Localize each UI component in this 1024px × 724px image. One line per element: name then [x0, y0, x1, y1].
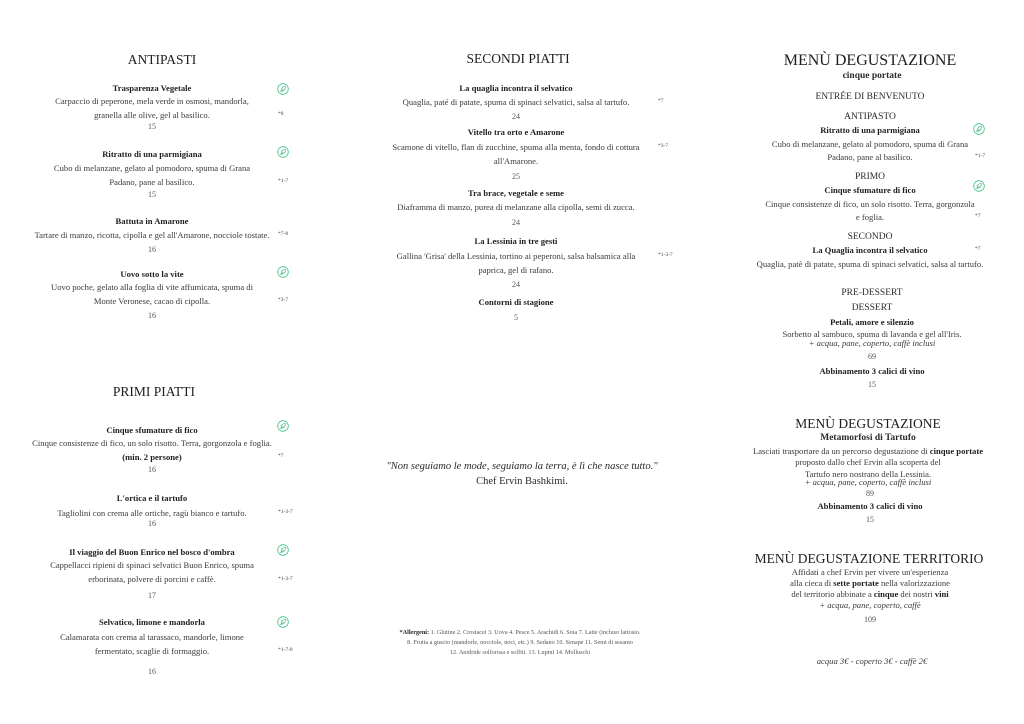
dish-price: 15 [148, 190, 156, 199]
tasting-menu-title: MENÙ DEGUSTAZIONE [783, 52, 957, 69]
dish-name: L'ortica e il tartufo [116, 493, 188, 503]
tartufo-menu-title: MENÙ DEGUSTAZIONE [795, 416, 941, 431]
text-segment: nella valorizzazione [878, 578, 950, 588]
dish-name: Contorni di stagione [478, 297, 554, 307]
vegetarian-leaf-icon [277, 419, 289, 431]
dish-price: 15 [148, 122, 156, 131]
text-segment: dei nostri [898, 589, 935, 599]
vegetarian-leaf-icon [973, 122, 985, 134]
text-segment: 1. Glutine 2. Crostacei 3. Uova 4. Pesce 5. Arachidi 6. Soia 7. Latte (incluso lattosio. [429, 629, 641, 636]
dish-description: Padano, pane al basilico. [109, 177, 195, 187]
dish-description: erborinata, polvere di porcini e caffè. [88, 574, 216, 584]
included-note: + acqua, pane, coperto, caffè inclusi [804, 477, 932, 487]
allergen-codes: *7 [975, 246, 981, 252]
vegetarian-leaf-icon [973, 179, 985, 191]
tartufo-description: Tartufo nero nostrano della Lessinia. [804, 469, 932, 479]
allergen-codes: *8 [278, 111, 284, 117]
dish-description: Calamarata con crema al tarassaco, mandorle, limone [60, 632, 244, 642]
allergen-codes: *1-3-7 [278, 509, 293, 515]
dish-description: Sorbetto al sambuco, spuma di lavanda e gel all'Iris. [782, 329, 962, 339]
text-segment: del territorio abbinate a [791, 589, 874, 599]
dish-description: Quaglia, paté di patate, spuma di spinaci selvatici, salsa al tartufo. [402, 97, 630, 107]
dish-price: 16 [148, 667, 156, 676]
vegetarian-leaf-icon [277, 615, 289, 627]
included-note: + acqua, pane, coperto, caffè [819, 600, 921, 610]
dish-name: Ritratto di una parmigiana [102, 149, 202, 159]
dish-name: Selvatico, limone e mandorla [99, 617, 205, 627]
allergen-codes: *3-7 [658, 143, 669, 149]
course-label: ANTIPASTO [844, 112, 896, 122]
bold-text: cinque [873, 589, 899, 599]
dish-description: Uovo poche, gelato alla foglia di vite affumicata, spuma di [51, 282, 253, 292]
allergen-codes: *3-7 [278, 297, 289, 303]
dish-description: Scamone di vitello, flan di zucchine, spuma alla menta, fondo di cottura [392, 142, 640, 152]
dish-description: granella alle olive, gel al basilico. [94, 110, 210, 120]
dish-description: Diaframma di manzo, purea di melanzane alla cipolla, semi di zucca. [397, 202, 635, 212]
vegetarian-leaf-icon [277, 543, 289, 555]
allergen-codes: *7 [975, 213, 981, 219]
wine-pairing: Abbinamento 3 calici di vino [819, 366, 925, 376]
dish-description: Monte Veronese, cacao di cipolla. [93, 296, 211, 306]
dish-name: La Lessinia in tre gesti [474, 236, 558, 246]
vegetarian-leaf-icon [277, 145, 289, 157]
allergen-codes: *7 [658, 98, 664, 104]
dish-price: 24 [512, 280, 520, 289]
menu-price: 69 [868, 352, 876, 361]
bold-text: cinque portate [929, 446, 984, 456]
dish-description: Cinque consistenze di fico, un solo risotto. Terra, gorgonzola e foglia. [32, 438, 272, 448]
section-title-secondi: SECONDI PIATTI [466, 51, 570, 66]
allergen-codes: *1-3-7 [658, 252, 673, 258]
dish-name: Trasparenza Vegetale [112, 83, 192, 93]
dish-description: Gallina 'Grisa' della Lessinia, tortino ai peperoni, salsa balsamica alla [396, 251, 636, 261]
dish-price: 16 [148, 311, 156, 320]
dish-name: La Quaglia incontra il selvatico [812, 245, 928, 255]
dish-price: 16 [148, 465, 156, 474]
bold-text: sette portate [833, 578, 879, 588]
dish-description: Cinque consistenze di fico, un solo risotto. Terra, gorgonzola [765, 199, 975, 209]
menu-price: 109 [864, 615, 876, 624]
dish-name: Tra brace, vegetale e seme [468, 188, 564, 198]
course-label: DESSERT [851, 303, 893, 313]
territorio-description: Affidati a chef Ervin per vivere un'esperienza [791, 567, 949, 577]
chef-name: Chef Ervin Bashkimi. [476, 476, 568, 487]
dish-price: 16 [148, 245, 156, 254]
dish-name: Il viaggio del Buon Enrico nel bosco d'ombra [69, 547, 235, 557]
dish-description: Tagliolini con crema alle ortiche, ragù bianco e tartufo. [57, 508, 247, 518]
wine-price: 15 [868, 380, 876, 389]
extras-prices: acqua 3€ - coperto 3€ - caffè 2€ [816, 656, 928, 666]
territorio-menu-title: MENÙ DEGUSTAZIONE TERRITORIO [754, 551, 984, 566]
allergen-codes: *1-7-8 [278, 647, 293, 653]
allergen-legend-line: 12. Anidride solforosa e solfiti. 13. Lupini 14. Molluschi [449, 649, 591, 656]
dish-description: Cubo di melanzane, gelato al pomodoro, spuma di Grana [53, 163, 251, 173]
tartufo-description: proposto dallo chef Ervin alla scoperta del [795, 457, 941, 467]
wine-pairing: Abbinamento 3 calici di vino [817, 501, 923, 511]
dish-name: Ritratto di una parmigiana [820, 125, 920, 135]
dish-description: paprica, gel di rafano. [478, 265, 554, 275]
dish-price: 24 [512, 218, 520, 227]
allergen-codes: *7 [278, 453, 284, 459]
allergen-codes: *7-8 [278, 231, 289, 237]
dish-name: Petali, amore e silenzio [830, 317, 914, 327]
course-label: PRE-DESSERT [841, 288, 903, 298]
section-title-primi: PRIMI PIATTI [112, 384, 196, 399]
dish-description: Cubo di melanzane, gelato al pomodoro, spuma di Grana [771, 139, 969, 149]
dish-note: (min. 2 persone) [122, 452, 182, 462]
course-label: ENTRÉE DI BENVENUTO [815, 92, 925, 102]
tartufo-menu-subtitle: Metamorfosi di Tartufo [820, 433, 916, 443]
section-title-antipasti: ANTIPASTI [127, 52, 197, 67]
dish-name: La quaglia incontra il selvatico [459, 83, 573, 93]
dish-description: all'Amarone. [493, 156, 539, 166]
dish-name: Battuta in Amarone [115, 216, 189, 226]
bold-text: vini [934, 589, 949, 599]
dish-description: e foglia. [855, 212, 885, 222]
dish-name: Vitello tra orto e Amarone [467, 127, 565, 137]
dish-name: Cinque sfumature di fico [106, 425, 198, 435]
course-label: PRIMO [854, 172, 886, 182]
dish-name: Uovo sotto la vite [120, 269, 184, 279]
vegetarian-leaf-icon [277, 82, 289, 94]
allergen-codes: *1-7 [278, 178, 289, 184]
dish-description: fermentato, scaglie di formaggio. [94, 646, 210, 656]
dish-description: Padano, pane al basilico. [827, 152, 913, 162]
dish-price: 16 [148, 519, 156, 528]
dish-price: 24 [512, 112, 520, 121]
wine-price: 15 [866, 515, 874, 524]
allergen-codes: *1-7 [975, 153, 986, 159]
chef-quote: "Non seguiamo le mode, seguiamo la terra, è lì che nasce tutto." [386, 461, 658, 472]
vegetarian-leaf-icon [277, 265, 289, 277]
dish-description: Quaglia, patè di patate, spuma di spinaci selvatici, salsa al tartufo. [756, 259, 984, 269]
dish-price: 17 [148, 591, 156, 600]
allergen-codes: *1-3-7 [278, 576, 293, 582]
dish-price: 25 [512, 172, 520, 181]
bold-text: *Allergeni: [399, 629, 430, 636]
tasting-menu-subtitle: cinque portate [842, 71, 902, 81]
text-segment: alla cieca di [790, 578, 834, 588]
menu-price: 89 [866, 489, 874, 498]
dish-description: Cappellacci ripieni di spinaci selvatici Buon Enrico, spuma [50, 560, 254, 570]
course-label: SECONDO [847, 232, 893, 242]
dish-price: 5 [514, 313, 518, 322]
dish-name: Cinque sfumature di fico [824, 185, 916, 195]
allergen-legend-line: 8. Frutta a guscio (mandorle, nocciole, noci, etc.) 9. Sedano 10. Senape 11. Semi di sesamo [407, 639, 633, 646]
included-note: + acqua, pane, coperto, caffè inclusi [808, 338, 936, 348]
dish-description: Tartare di manzo, ricotta, cipolla e gel all'Amarone, nocciole tostate. [34, 230, 270, 240]
text-segment: Lasciati trasportare da un percorso degustazione di [752, 446, 930, 456]
allergen-legend-line [320, 628, 720, 637]
dish-description: Carpaccio di peperone, mela verde in osmosi, mandorla, [55, 96, 249, 106]
